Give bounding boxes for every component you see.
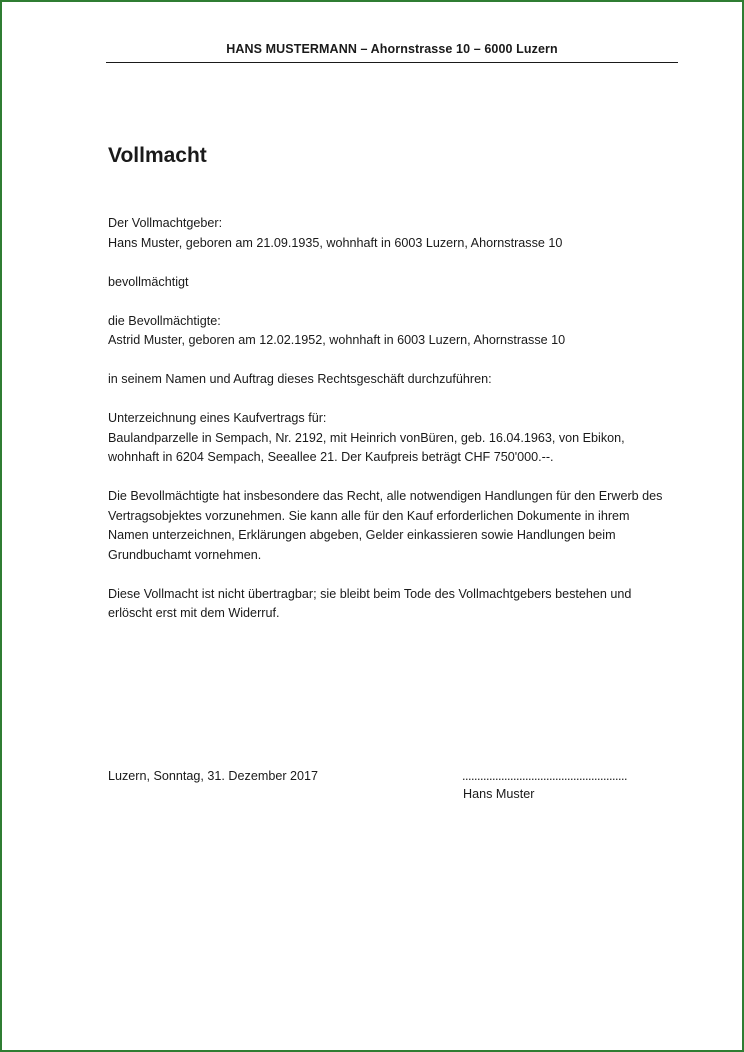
grantor-label: Der Vollmachtgeber:	[108, 216, 223, 230]
mandate-text: in seinem Namen und Auftrag dieses Rechtsgeschäft durchzuführen:	[108, 372, 492, 386]
validity-line: Diese Vollmacht ist nicht übertragbar; sie bleibt beim Tode des Vollmachtgebers bestehen und	[108, 586, 632, 601]
rights-line: Namen unterzeichnen, Erklärungen abgeben, Gelder einkassieren sowie Handlungen beim	[108, 528, 616, 542]
purpose-label: Unterzeichnung eines Kaufvertrags für:	[108, 411, 327, 425]
purpose-line: wohnhaft in 6204 Sempach, Seeallee 21. Der Kaufpreis beträgt CHF 750'000.--.	[108, 450, 554, 464]
signatory-name: Hans Muster	[463, 787, 535, 801]
rights-line: Vertragsobjektes vorzunehmen. Sie kann alle für den Kauf erforderlichen Dokumente in ihrem	[108, 508, 630, 523]
header-divider	[106, 62, 678, 63]
rights-line: Die Bevollmächtigte hat insbesondere das Recht, alle notwendigen Handlungen für den Erwerb des	[108, 489, 663, 503]
validity-line: erlöscht erst mit dem Widerruf.	[108, 606, 280, 620]
grantee-details: Astrid Muster, geboren am 12.02.1952, wohnhaft in 6003 Luzern, Ahornstrasse 10	[108, 333, 566, 347]
place-and-date: Luzern, Sonntag, 31. Dezember 2017	[108, 769, 319, 783]
purpose-line: Baulandparzelle in Sempach, Nr. 2192, mit Heinrich vonBüren, geb. 16.04.1963, von Ebikon,	[108, 430, 625, 445]
document-body	[108, 214, 688, 624]
authorizes-text: bevollmächtigt	[108, 274, 189, 289]
signature-line: .......................................................	[462, 769, 627, 783]
rights-line: Grundbuchamt vornehmen.	[108, 547, 262, 562]
document-title: Vollmacht	[108, 144, 207, 167]
letterhead: HANS MUSTERMANN – Ahornstrasse 10 – 6000 Luzern	[226, 42, 558, 56]
grantee-label: die Bevollmächtigte:	[108, 313, 221, 328]
grantor-details: Hans Muster, geboren am 21.09.1935, wohnhaft in 6003 Luzern, Ahornstrasse 10	[108, 235, 563, 250]
